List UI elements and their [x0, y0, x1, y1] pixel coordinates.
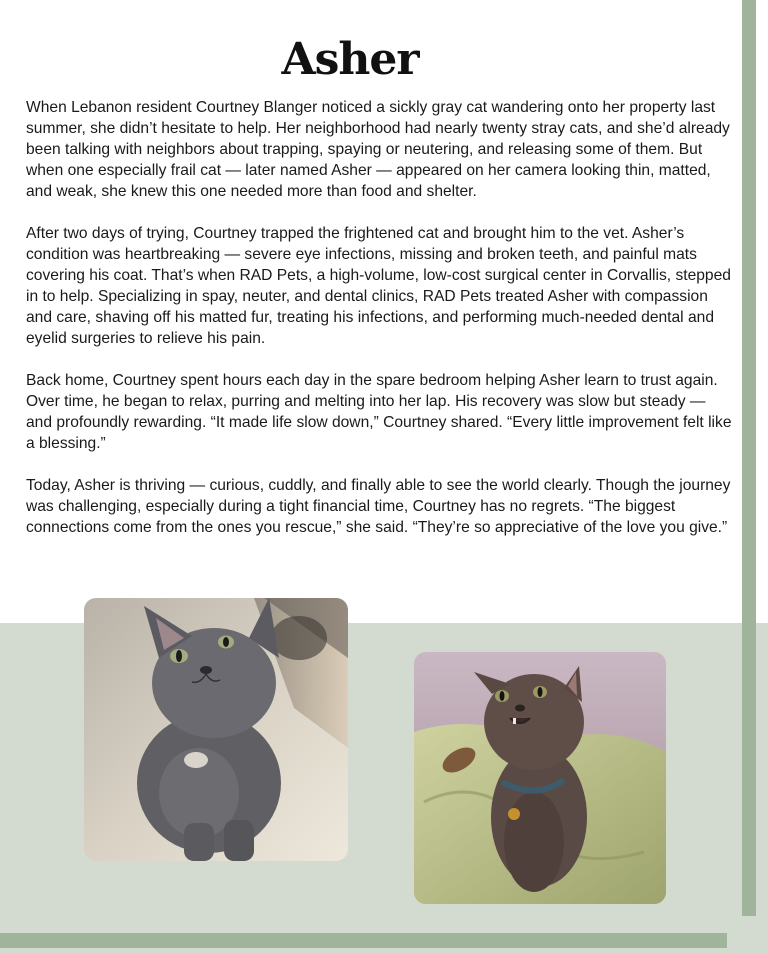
cat-blanket-illustration [414, 652, 666, 904]
cat-photo-sitting [84, 598, 348, 861]
article-body [26, 97, 732, 559]
paragraph-2: After two days of trying, Courtney trapped the frightened cat and brought him to the vet. Asher’s condition was heartbreaking — severe eye infections, missing and broken teeth, and painful mats covering his coat. That’s when RAD Pets, a high-volume, low-cost surgical center in Corvallis, stepped in to help. Specializing in spay, neuter, and dental clinics, RAD Pets treated Asher with compassion and care, shaving off his matted fur, treating his infections, and performing much-needed dental and eyelid surgeries to relieve his pain. [26, 225, 731, 347]
right-accent-bar [742, 0, 756, 916]
cat-sitting-illustration [84, 598, 348, 861]
paragraph-3: Back home, Courtney spent hours each day in the spare bedroom helping Asher learn to trust again. Over time, he began to relax, purring and melting into her lap. His recovery was slow but steady — and profoundly rewarding. “It made life slow down,” Courtney shared. “Every little improvement felt like a blessing.” [26, 372, 732, 452]
bottom-accent-bar [0, 933, 727, 948]
article-title: Asher [281, 34, 419, 85]
cat-photo-blanket [414, 652, 666, 904]
paragraph-1: When Lebanon resident Courtney Blanger noticed a sickly gray cat wandering onto her property last summer, she didn’t hesitate to help. Her neighborhood had nearly twenty stray cats, and she’d already been talking with neighbors about trapping, spaying or neutering, and releasing some of them. But when one especially frail cat — later named Asher — appeared on her camera looking thin, matted, and weak, she knew this one needed more than food and shelter. [26, 99, 730, 200]
paragraph-4: Today, Asher is thriving — curious, cuddly, and finally able to see the world clearly. Though the journey was challenging, especially during a tight financial time, Courtney has no regrets. “The biggest connections come from the ones you rescue,” she said. “They’re so appreciative of the love you give.” [26, 477, 731, 536]
